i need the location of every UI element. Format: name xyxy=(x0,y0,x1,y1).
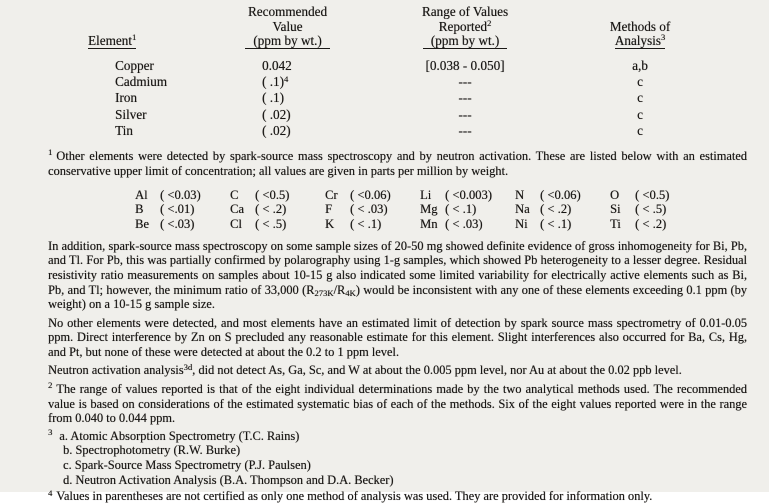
footnote-2-marker: 2 xyxy=(48,380,53,391)
element-limit: ( <0.06) xyxy=(540,188,581,203)
table-row-tin xyxy=(0,123,769,139)
element-limit: ( < .2) xyxy=(540,202,572,217)
element-limit: ( < .2) xyxy=(635,216,667,231)
limits-row xyxy=(135,202,769,216)
element-limit: ( <0.5) xyxy=(255,188,290,203)
footnote-1 xyxy=(48,149,747,178)
cell-element: Silver xyxy=(115,106,147,122)
element-symbol: Na xyxy=(515,202,530,217)
element-limit: ( <0.5) xyxy=(635,188,670,203)
element-limit: ( <.01) xyxy=(160,202,195,217)
cell-element: Iron xyxy=(115,90,137,106)
element-symbol: Si xyxy=(610,202,621,217)
footnote-ref-3d: 3d xyxy=(183,361,193,372)
element-symbol: Be xyxy=(135,216,149,231)
footnote-ref-4: 4 xyxy=(283,73,289,84)
element-symbol: N xyxy=(515,188,525,203)
cell-recommended-value: ( .1) xyxy=(262,90,284,106)
element-limit: ( < .5) xyxy=(255,216,287,231)
element-limit: ( < .03) xyxy=(350,202,388,217)
element-symbol: O xyxy=(610,188,620,203)
element-symbol: C xyxy=(230,188,239,203)
element-symbol: Al xyxy=(135,188,148,203)
element-limit: ( <.03) xyxy=(160,216,195,231)
element-symbol: Mn xyxy=(420,216,438,231)
cell-recommended-value: ( .02) xyxy=(262,106,291,122)
footnote-2-text: The range of values reported is that of the eight individual determinations made by the two analytical methods used. The recommended value is based on considerations of the estimated systematic bias of each of the methods. Six of the eight values reported were in the range from 0.040 to 0.044 ppm. xyxy=(48,382,747,426)
header-element-label: Element xyxy=(88,32,132,48)
footnote-1-text: Other elements were detected by spark-source mass spectroscopy and by neutron activation. These are listed below with an estimated conservative upper limit of concentration; all values are given in parts per million by weight. xyxy=(48,148,747,178)
method-item-a: a. Atomic Absorption Spectrometry (T.C. Rains) xyxy=(59,428,300,443)
footnote-4-marker: 4 xyxy=(48,487,53,498)
cell-methods: a,b xyxy=(632,58,648,73)
element-symbol: Cr xyxy=(325,188,338,203)
element-limit: ( <0.003) xyxy=(445,188,492,203)
footnote-2 xyxy=(48,382,747,426)
element-limit: ( < .03) xyxy=(445,216,483,231)
limits-row xyxy=(135,217,769,231)
cell-range: --- xyxy=(458,90,472,106)
element-symbol: Cl xyxy=(230,216,242,231)
cell-range: [0.038 - 0.050] xyxy=(425,58,505,73)
cell-recommended-value: 0.042 xyxy=(262,58,292,73)
column-header-range-of-values: Range of Values Reported$^2$ (ppm by wt.) xyxy=(421,4,509,48)
column-header-recommended-value: Recommended Value (ppm by wt.) xyxy=(210,2,365,49)
footnote-ref-3: 3 xyxy=(660,32,666,43)
element-limit: ( <0.03) xyxy=(160,188,201,203)
element-symbol: F xyxy=(325,202,333,217)
method-item-b: b. Spectrophotometry (R.W. Burke) xyxy=(63,443,241,458)
analysis-table xyxy=(0,0,769,139)
column-header-methods: Methods of Analysis$^3$ xyxy=(609,18,671,48)
analysis-table-body xyxy=(0,58,769,139)
element-symbol: Ti xyxy=(610,216,621,231)
footnote-ref-1: 1 xyxy=(131,32,137,43)
subscript-273K: 273K xyxy=(314,288,334,299)
cell-range: --- xyxy=(458,122,472,138)
element-limit: ( <0.06) xyxy=(350,188,391,203)
element-symbol: K xyxy=(325,216,335,231)
paragraph-inhomogeneity: In addition, spark-source mass spectroscopy on some sample sizes of 20-50 mg showed definite evidence of gross inhomogeneity for Bi, Pb, and Tl. For Pb, this was partially confirmed by polarography using 1-g samples, which showed Pb heterogeneity to a lesser degree. Residual resistivity ratio measurements on samples about 10-15 g also indicated some limited variability for electrically active elements such as Bi, Pb, and Tl; however, the minimum ratio of 33,000 $(R_{273K}/R_{4K})$ would be inconsistent with any one of these elements exceeding 0.1 ppm (by weight) on a 10-15 g sample size. xyxy=(48,238,747,312)
table-row-cadmium xyxy=(0,74,769,90)
footnote-3 xyxy=(48,429,747,487)
paragraph-neutron-activation: Neutron activation analysis$^{3d}$, did not detect As, Ga, Sc, and W at about the 0.005 ppm level, nor Au at about the 0.02 ppb level. xyxy=(48,361,682,378)
cell-recommended-value: ( .02) xyxy=(262,122,291,138)
limits-row xyxy=(135,188,769,202)
cell-methods: c xyxy=(637,74,643,90)
cell-element: Copper xyxy=(115,58,154,73)
analysis-table-header xyxy=(0,2,769,49)
element-limit: ( < .1) xyxy=(350,216,382,231)
footnote-3-marker: 3 xyxy=(48,427,53,438)
element-symbol: Ni xyxy=(515,216,528,231)
cell-methods: c xyxy=(637,90,643,106)
cell-methods: c xyxy=(637,106,643,122)
element-limits-grid xyxy=(135,188,769,231)
cell-element: Cadmium xyxy=(115,74,168,90)
cell-element: Tin xyxy=(115,122,133,138)
cell-recommended-value: ( .1)$^4$ xyxy=(262,73,289,90)
table-row-copper xyxy=(0,58,769,74)
element-symbol: Mg xyxy=(420,202,438,217)
footnote-4 xyxy=(48,489,747,504)
table-row-silver xyxy=(0,107,769,123)
cell-methods: c xyxy=(637,122,643,138)
table-row-iron xyxy=(0,90,769,106)
element-limit: ( < .5) xyxy=(635,202,667,217)
subscript-4K: 4K xyxy=(345,288,356,299)
element-limit: ( < .1) xyxy=(445,202,477,217)
footnote-4-text: Values in parentheses are not certified as only one method of analysis was used. They are provided for information only. xyxy=(56,489,653,504)
method-item-d: d. Neutron Activation Analysis (B.A. Thompson and D.A. Becker) xyxy=(63,472,394,487)
cell-range: --- xyxy=(458,74,472,90)
footnote-1-marker: 1 xyxy=(48,147,53,158)
column-header-element xyxy=(0,2,210,49)
element-limit: ( < .1) xyxy=(540,216,572,231)
element-symbol: B xyxy=(135,202,144,217)
element-symbol: Li xyxy=(420,188,432,203)
cell-range: --- xyxy=(458,106,472,122)
element-symbol: Ca xyxy=(230,202,244,217)
footnote-ref-2: 2 xyxy=(487,18,492,28)
paragraph-no-other-elements: No other elements were detected, and most elements have an estimated limit of detection by spark source mass spectrometry of 0.01-0.05 ppm. Direct interference by Zn on S precluded any reasonable estimate for this element. Slight interferences also occurred for Ba, Cs, Hg, and Pt, but none of these were detected at about the 0.2 to 1 ppm level. xyxy=(48,315,747,359)
element-limit: ( < .2) xyxy=(255,202,287,217)
method-item-c: c. Spark-Source Mass Spectrometry (P.J. Paulsen) xyxy=(63,458,311,473)
